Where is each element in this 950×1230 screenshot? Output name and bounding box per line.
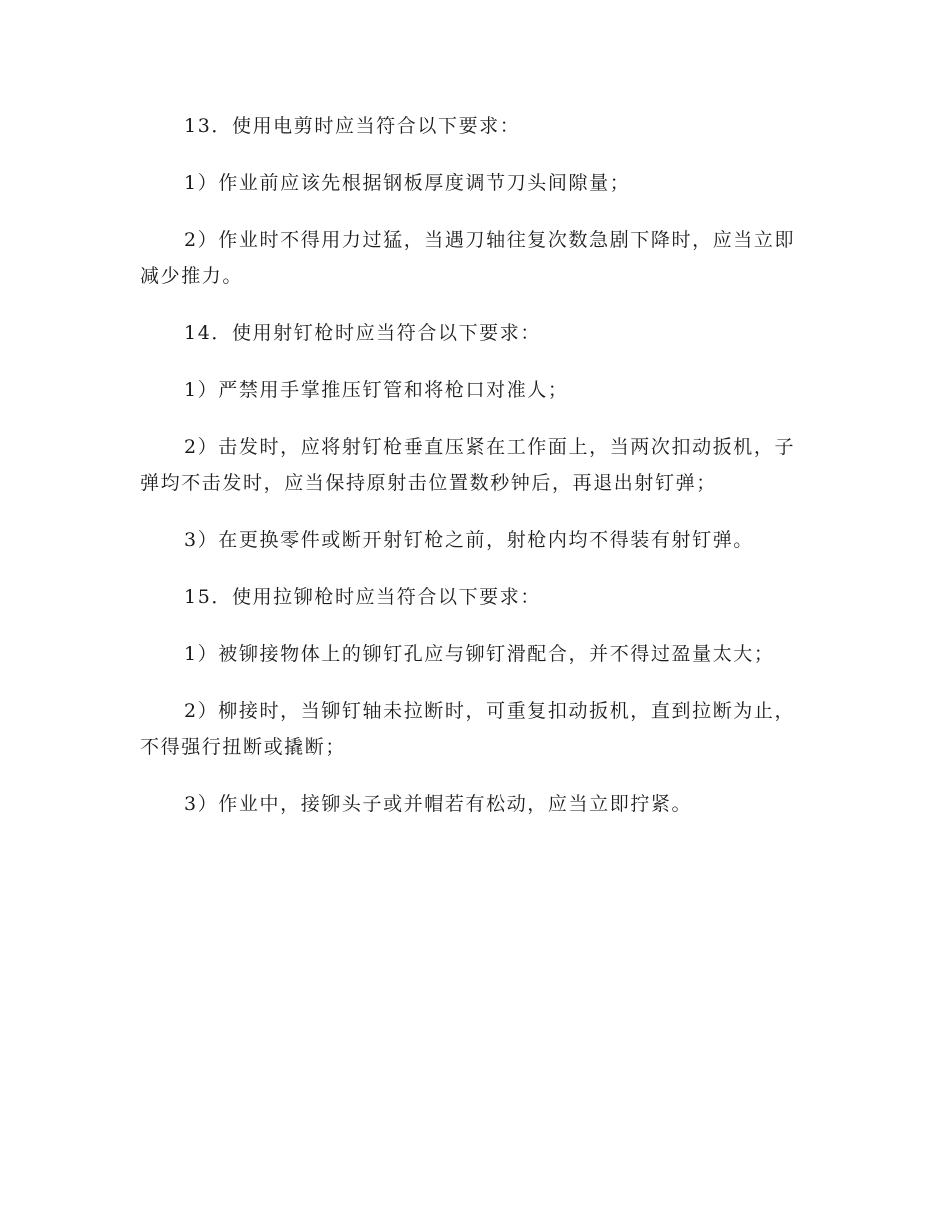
section-14-item-3: 3）在更换零件或断开射钉枪之前，射枪内均不得装有射钉弹。 bbox=[184, 529, 754, 551]
section-15-item-3: 3）作业中，接铆头子或并帽若有松动，应当立即拧紧。 bbox=[184, 793, 693, 815]
section-14-heading: 14．使用射钉枪时应当符合以下要求： bbox=[184, 322, 541, 344]
section-14-item-1: 1）严禁用手掌推压钉管和将枪口对准人； bbox=[184, 379, 569, 401]
section-13-item-1: 1）作业前应该先根据钢板厚度调节刀头间隙量； bbox=[184, 172, 631, 194]
section-15-heading: 15．使用拉铆枪时应当符合以下要求： bbox=[184, 586, 541, 608]
section-13-heading: 13．使用电剪时应当符合以下要求： bbox=[184, 115, 521, 137]
document-body bbox=[140, 108, 812, 843]
section-15-item-2: 2）柳接时，当铆钉轴未拉断时，可重复扣动扳机，直到拉断为止，不得强行扭断或撬断； bbox=[140, 700, 796, 758]
section-15-item-1: 1）被铆接物体上的铆钉孔应与铆钉滑配合，并不得过盈量太大； bbox=[184, 643, 775, 665]
section-13-item-2: 2）作业时不得用力过猛，当遇刀轴往复次数急剧下降时，应当立即减少推力。 bbox=[140, 229, 796, 287]
section-14-item-2: 2）击发时，应将射钉枪垂直压紧在工作面上，当两次扣动扳机，子弹均不击发时，应当保持原射击位置数秒钟后，再退出射钉弹； bbox=[140, 436, 796, 494]
